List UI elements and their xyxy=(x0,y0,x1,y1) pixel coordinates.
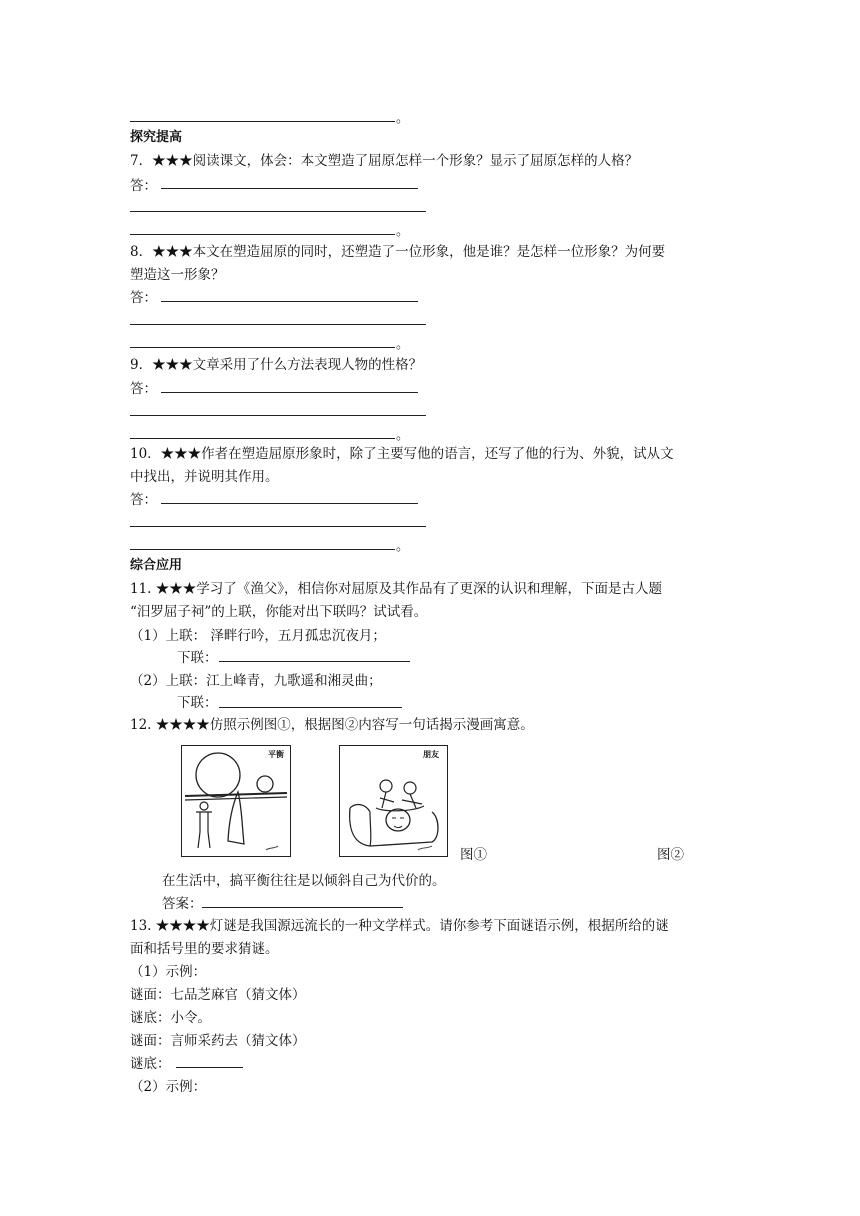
answer-label: 答： xyxy=(130,381,157,397)
cartoon-figure-2 xyxy=(339,745,448,857)
couplet-1-lower-line[interactable] xyxy=(219,661,410,662)
question-13-line-1: 13. ★★★★灯谜是我国源远流长的一种文学样式。请你参考下面谜语示例，根据所给的谜 xyxy=(130,918,669,934)
question-9: 9．★★★文章采用了什么方法表现人物的性格？ xyxy=(130,357,423,373)
answer-line[interactable] xyxy=(130,347,395,348)
question-7: 7．★★★阅读课文，体会：本文塑造了屈原怎样一个形象？显示了屈原怎样的人格？ xyxy=(130,153,639,169)
cartoon-answer-label: 答案： xyxy=(162,896,203,912)
riddle-1-face: 谜面：七品芝麻官（猜文体） xyxy=(130,987,306,1003)
answer-line[interactable] xyxy=(161,392,418,393)
period-mark: 。 xyxy=(396,111,410,126)
balance-cartoon-image xyxy=(182,746,290,856)
figure-1-caption: 平衡 xyxy=(268,750,284,759)
riddle-example-2-heading: （2）示例： xyxy=(130,1079,207,1095)
question-10-line-2: 中找出，并说明其作用。 xyxy=(130,469,279,485)
question-11-line-2: “汨罗屈子祠”的上联，你能对出下联吗？试试看。 xyxy=(130,604,428,620)
question-10-line-1: 10．★★★作者在塑造屈原形象时，除了主要写他的语言，还写了他的行为、外貌，试从文 xyxy=(130,446,674,462)
couplet-1-upper: （1）上联： 泽畔行吟，五月孤忠沉夜月； xyxy=(130,628,386,644)
couplet-2-lower-line[interactable] xyxy=(219,707,402,708)
answer-line[interactable] xyxy=(161,188,418,189)
answer-line[interactable] xyxy=(130,234,395,235)
answer-label: 答： xyxy=(130,290,157,306)
question-8-line-2: 塑造这一形象？ xyxy=(130,267,225,283)
riddle-2-face: 谜面：言师采药去（猜文体） xyxy=(130,1033,306,1049)
answer-label: 答： xyxy=(130,178,157,194)
period-mark: 。 xyxy=(396,337,410,352)
figure-1-label: 图① xyxy=(460,847,487,863)
answer-line[interactable] xyxy=(130,415,426,416)
section-heading-explore: 探究提高 xyxy=(130,130,183,145)
question-8-line-1: 8．★★★本文在塑造屈原的同时，还塑造了一位形象，他是谁？是怎样一位形象？为何要 xyxy=(130,244,666,260)
answer-line[interactable] xyxy=(130,121,395,122)
answer-line[interactable] xyxy=(130,549,395,550)
period-mark: 。 xyxy=(396,428,410,443)
cartoon-figure-1 xyxy=(181,745,291,857)
cartoon-example-text: 在生活中，搞平衡往往是以倾斜自己为代价的。 xyxy=(162,873,446,889)
question-12: 12. ★★★★仿照示例图①，根据图②内容写一句话揭示漫画寓意。 xyxy=(130,717,534,733)
answer-line[interactable] xyxy=(161,301,418,302)
period-mark: 。 xyxy=(396,224,410,239)
couplet-2-lower-label: 下联： xyxy=(177,695,218,711)
figure-2-label: 图② xyxy=(657,847,684,863)
answer-label: 答： xyxy=(130,492,157,508)
riddle-1-answer: 谜底：小令。 xyxy=(130,1010,211,1026)
riddle-2-answer-label: 谜底： xyxy=(130,1056,171,1072)
couplet-2-upper: （2）上联：江上峰青，九歌遥和湘灵曲； xyxy=(130,673,382,689)
answer-line[interactable] xyxy=(130,438,395,439)
figure-2-caption: 朋友 xyxy=(423,750,439,759)
couplet-1-lower-label: 下联： xyxy=(177,650,218,666)
question-13-line-2: 面和括号里的要求猜谜。 xyxy=(130,941,279,957)
section-heading-apply: 综合应用 xyxy=(130,558,183,573)
answer-line[interactable] xyxy=(130,211,426,212)
riddle-2-answer-line[interactable] xyxy=(176,1067,243,1068)
answer-line[interactable] xyxy=(161,503,418,504)
period-mark: 。 xyxy=(396,539,410,554)
answer-line[interactable] xyxy=(130,324,426,325)
riddle-example-1-heading: （1）示例： xyxy=(130,964,207,980)
friends-cartoon-image xyxy=(340,746,447,856)
answer-line[interactable] xyxy=(130,526,426,527)
question-11-line-1: 11. ★★★学习了《渔父》，相信你对屈原及其作品有了更深的认识和理解，下面是古人题 xyxy=(130,581,663,597)
cartoon-answer-line[interactable] xyxy=(202,907,403,908)
